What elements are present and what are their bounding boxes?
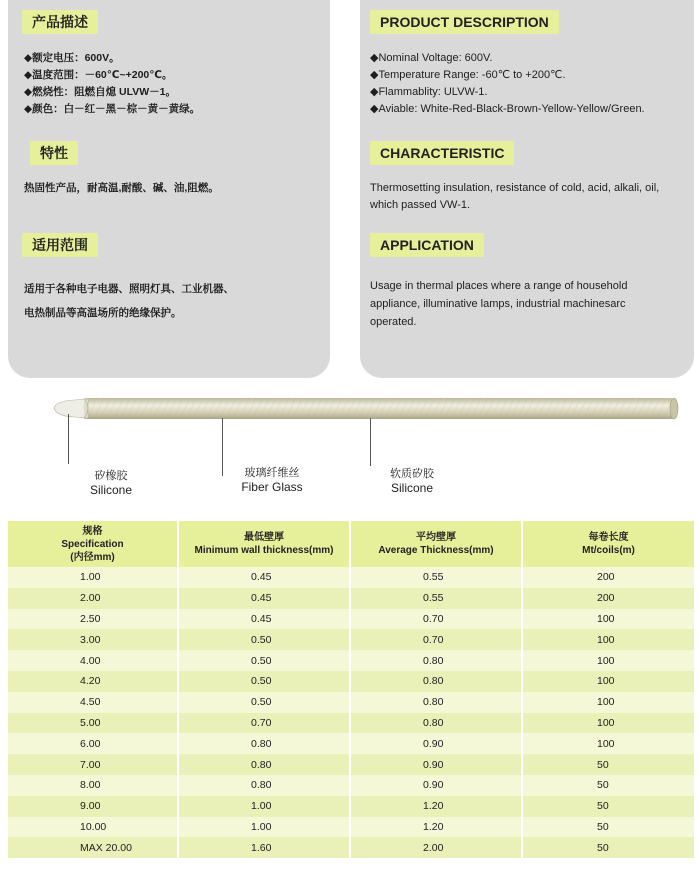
min-wall-cell: 0.80 [178,775,350,796]
coil-length-cell: 100 [522,713,694,734]
header-line: 规格 [82,525,103,537]
header-line: 平均壁厚 [416,532,456,543]
table-row [8,817,694,838]
header-line: (内径mm) [70,551,115,563]
spec-cell: 4.00 [8,650,178,671]
desc-line: ◆Aviable: White-Red-Black-Brown-Yellow-Yellow/Green. [370,103,645,115]
section-title-characteristic-cn: 特性 [30,141,78,165]
product-description-cn-text [24,50,200,118]
spec-cell: 4.20 [8,671,178,692]
leader-line-fiber-glass [222,418,223,476]
header-line: 最低壁厚 [244,532,284,543]
application-text [370,277,627,331]
coil-length-cell: 50 [522,817,694,838]
spec-cell: 2.50 [8,609,178,630]
coil-length-cell: 100 [522,733,694,754]
coil-length-cell: 100 [522,629,694,650]
section-title-application-cn: 适用范围 [22,233,98,257]
label-en: Fiber Glass [241,480,303,494]
desc-line: ◆Flammablity: ULVW-1. [370,86,488,98]
application-cn-text [24,277,234,325]
min-wall-cell: 1.00 [178,796,350,817]
header-min-wall-thickness [178,521,350,567]
min-wall-cell: 0.50 [178,692,350,713]
coil-length-cell: 100 [522,650,694,671]
coil-length-cell: 100 [522,671,694,692]
specification-table [8,521,694,858]
silicone-inner-tip [54,399,88,418]
header-line: 每卷长度 [588,532,629,543]
coil-length-cell: 200 [522,588,694,609]
characteristic-text [370,180,659,214]
min-wall-cell: 0.80 [178,733,350,754]
header-line: Average Thickness(mm) [378,545,494,556]
min-wall-cell: 0.80 [178,754,350,775]
spec-cell: 1.00 [8,567,178,588]
min-wall-cell: 0.50 [178,671,350,692]
label-silicone-inner [76,469,146,497]
avg-thickness-cell: 2.00 [350,837,522,858]
spec-cell: 4.50 [8,692,178,713]
application-line-cn: 适用于各种电子电器、照明灯具、工业机器、 [24,283,234,295]
min-wall-cell: 0.50 [178,650,350,671]
spec-cell: 2.00 [8,588,178,609]
spec-cell: 3.00 [8,629,178,650]
table-row [8,671,694,692]
spec-cell: 5.00 [8,713,178,734]
coil-length-cell: 50 [522,837,694,858]
avg-thickness-cell: 0.80 [350,650,522,671]
fiber-weave-texture [84,398,674,419]
avg-thickness-cell: 1.20 [350,817,522,838]
application-line: appliance, illuminative lamps, industrial machinesarc [370,298,626,310]
table-body [8,567,694,858]
cable-illustration [40,392,690,426]
leader-line-silicone-inner [68,414,69,464]
section-title-application: APPLICATION [370,233,484,257]
desc-line: ◆Temperature Range: -60℃ to +200℃. [370,69,566,81]
section-title-characteristic: CHARACTERISTIC [370,141,514,165]
characteristic-line: Thermosetting insulation, resistance of cold, acid, alkali, oil, [370,182,660,194]
avg-thickness-cell: 0.90 [350,775,522,796]
desc-line-cn: ◆额定电压：600V。 [24,52,120,64]
product-description-text [370,50,645,118]
characteristic-cn-text [24,180,219,197]
label-cn: 玻璃纤维丝 [244,467,300,479]
label-en: Silicone [89,483,133,497]
spec-cell: 8.00 [8,775,178,796]
avg-thickness-cell: 0.90 [350,733,522,754]
desc-line: ◆Nominal Voltage: 600V. [370,52,493,64]
avg-thickness-cell: 0.55 [350,567,522,588]
avg-thickness-cell: 0.70 [350,629,522,650]
section-title-product-description: PRODUCT DESCRIPTION [370,10,559,34]
table-row [8,692,694,713]
avg-thickness-cell: 1.20 [350,796,522,817]
header-line: Minimum wall thickness(mm) [194,545,334,556]
characteristic-line-cn: 热固性产品，耐高温,耐酸、碱、油,阻燃。 [24,182,219,194]
label-cn: 矽橡胶 [94,470,128,482]
header-line: Mt/coils(m) [582,545,635,556]
section-title-product-description-cn: 产品描述 [22,10,98,34]
avg-thickness-cell: 0.80 [350,692,522,713]
min-wall-cell: 1.60 [178,837,350,858]
avg-thickness-cell: 0.90 [350,754,522,775]
min-wall-cell: 0.45 [178,567,350,588]
min-wall-cell: 1.00 [178,817,350,838]
desc-line-cn: ◆颜色：白－红－黑－棕－黄－黄绿。 [24,103,201,115]
table-row [8,754,694,775]
spec-cell: 9.00 [8,796,178,817]
header-average-thickness [350,521,522,567]
table-row [8,733,694,754]
min-wall-cell: 0.45 [178,588,350,609]
table-row [8,567,694,588]
application-line: Usage in thermal places where a range of household [370,280,628,292]
table-row [8,775,694,796]
desc-line-cn: ◆温度范围：－60℃~+200℃。 [24,69,173,81]
min-wall-cell: 0.50 [178,629,350,650]
table-row [8,609,694,630]
leader-line-silicone-outer [370,418,371,466]
spec-cell: 6.00 [8,733,178,754]
spec-cell: MAX 20.00 [8,837,178,858]
table-row [8,650,694,671]
table-header-row [8,521,694,567]
table-row [8,588,694,609]
coil-length-cell: 50 [522,796,694,817]
cable-end [670,398,678,419]
coil-length-cell: 100 [522,692,694,713]
label-fiber-glass [234,466,310,494]
label-en: Silicone [390,481,434,495]
english-info-panel [360,0,694,378]
spec-cell: 7.00 [8,754,178,775]
avg-thickness-cell: 0.55 [350,588,522,609]
avg-thickness-cell: 0.80 [350,713,522,734]
application-line: operated. [370,316,417,328]
min-wall-cell: 0.70 [178,713,350,734]
chinese-info-panel [8,0,330,378]
spec-cell: 10.00 [8,817,178,838]
table-row [8,796,694,817]
table-row [8,629,694,650]
coil-length-cell: 50 [522,754,694,775]
characteristic-line: which passed VW-1. [370,199,471,211]
header-specification [8,521,178,567]
avg-thickness-cell: 0.80 [350,671,522,692]
header-length-per-coil [522,521,694,567]
header-line: Specification [61,538,124,550]
coil-length-cell: 200 [522,567,694,588]
desc-line-cn: ◆燃烧性：阻燃自熄 ULVW－1。 [24,86,176,98]
table-row [8,837,694,858]
application-line-cn: 电热制品等高温场所的绝缘保护。 [24,307,182,319]
label-cn: 软质矽胶 [390,468,434,480]
min-wall-cell: 0.45 [178,609,350,630]
coil-length-cell: 100 [522,609,694,630]
coil-length-cell: 50 [522,775,694,796]
avg-thickness-cell: 0.70 [350,609,522,630]
label-silicone-outer [380,467,444,495]
table-row [8,713,694,734]
